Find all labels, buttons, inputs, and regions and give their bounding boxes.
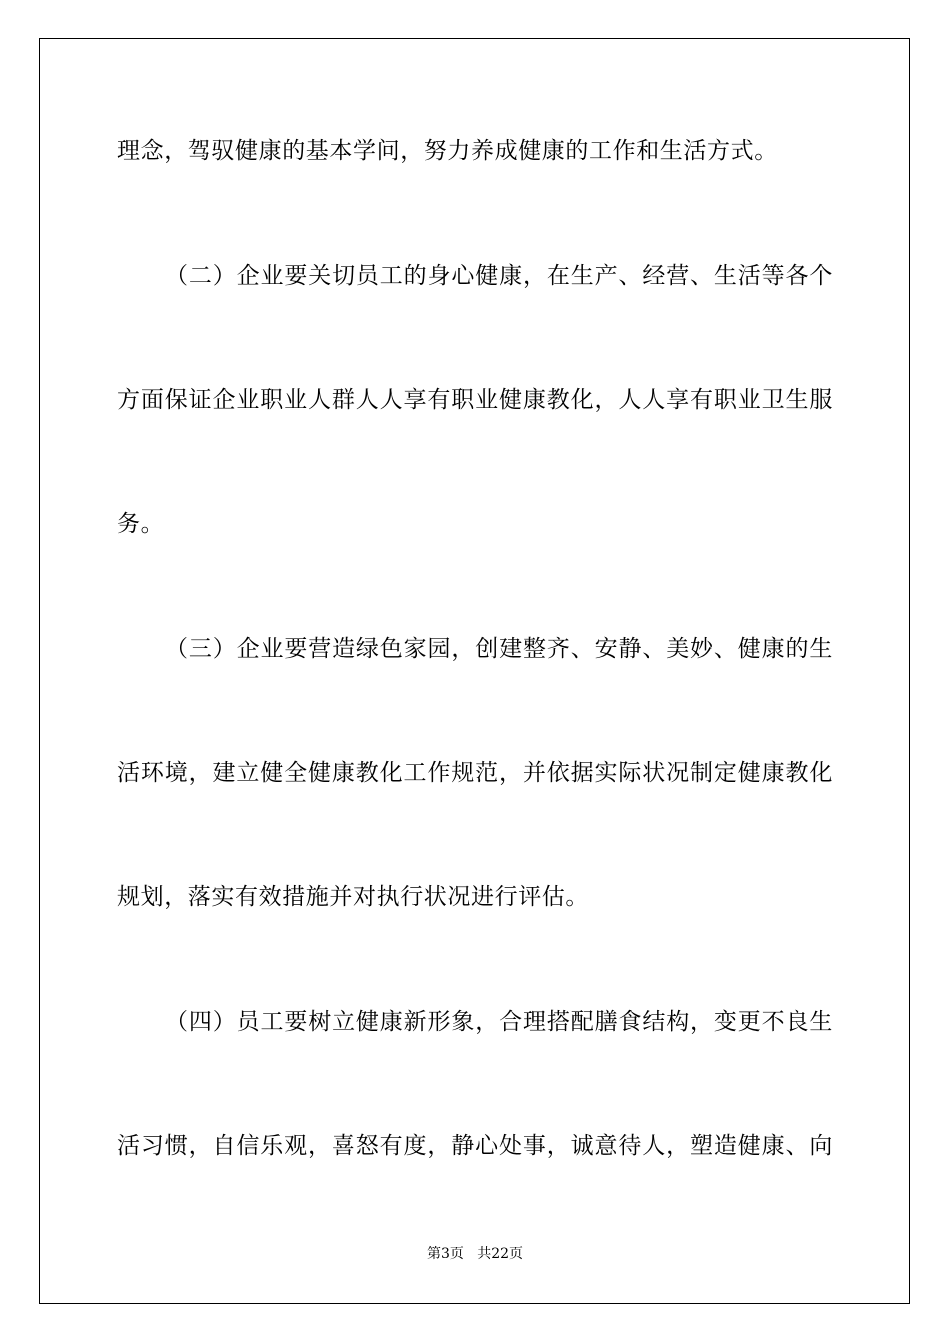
- page-border: [39, 38, 910, 1304]
- paragraph-3-line-1: （三）企业要营造绿色家园，创建整齐、安静、美妙、健康的生: [165, 636, 833, 662]
- paragraph-2-line-1: （二）企业要关切员工的身心健康，在生产、经营、生活等各个: [165, 263, 833, 289]
- paragraph-3-line-3: 规划，落实有效措施并对执行状况进行评估。: [117, 884, 589, 910]
- paragraph-4-line-2: 活习惯，自信乐观，喜怒有度，静心处事，诚意待人，塑造健康、向: [117, 1133, 833, 1159]
- page-number-footer: 第3页 共22页: [426, 1246, 524, 1262]
- text-line-1: 理念，驾驭健康的基本学问，努力养成健康的工作和生活方式。: [117, 138, 778, 164]
- paragraph-2-line-2: 方面保证企业职业人群人人享有职业健康教化，人人享有职业卫生服: [117, 387, 833, 413]
- paragraph-4-line-1: （四）员工要树立健康新形象，合理搭配膳食结构，变更不良生: [165, 1009, 833, 1035]
- paragraph-2-line-3: 务。: [117, 511, 165, 537]
- paragraph-3-line-2: 活环境，建立健全健康教化工作规范，并依据实际状况制定健康教化: [117, 760, 833, 786]
